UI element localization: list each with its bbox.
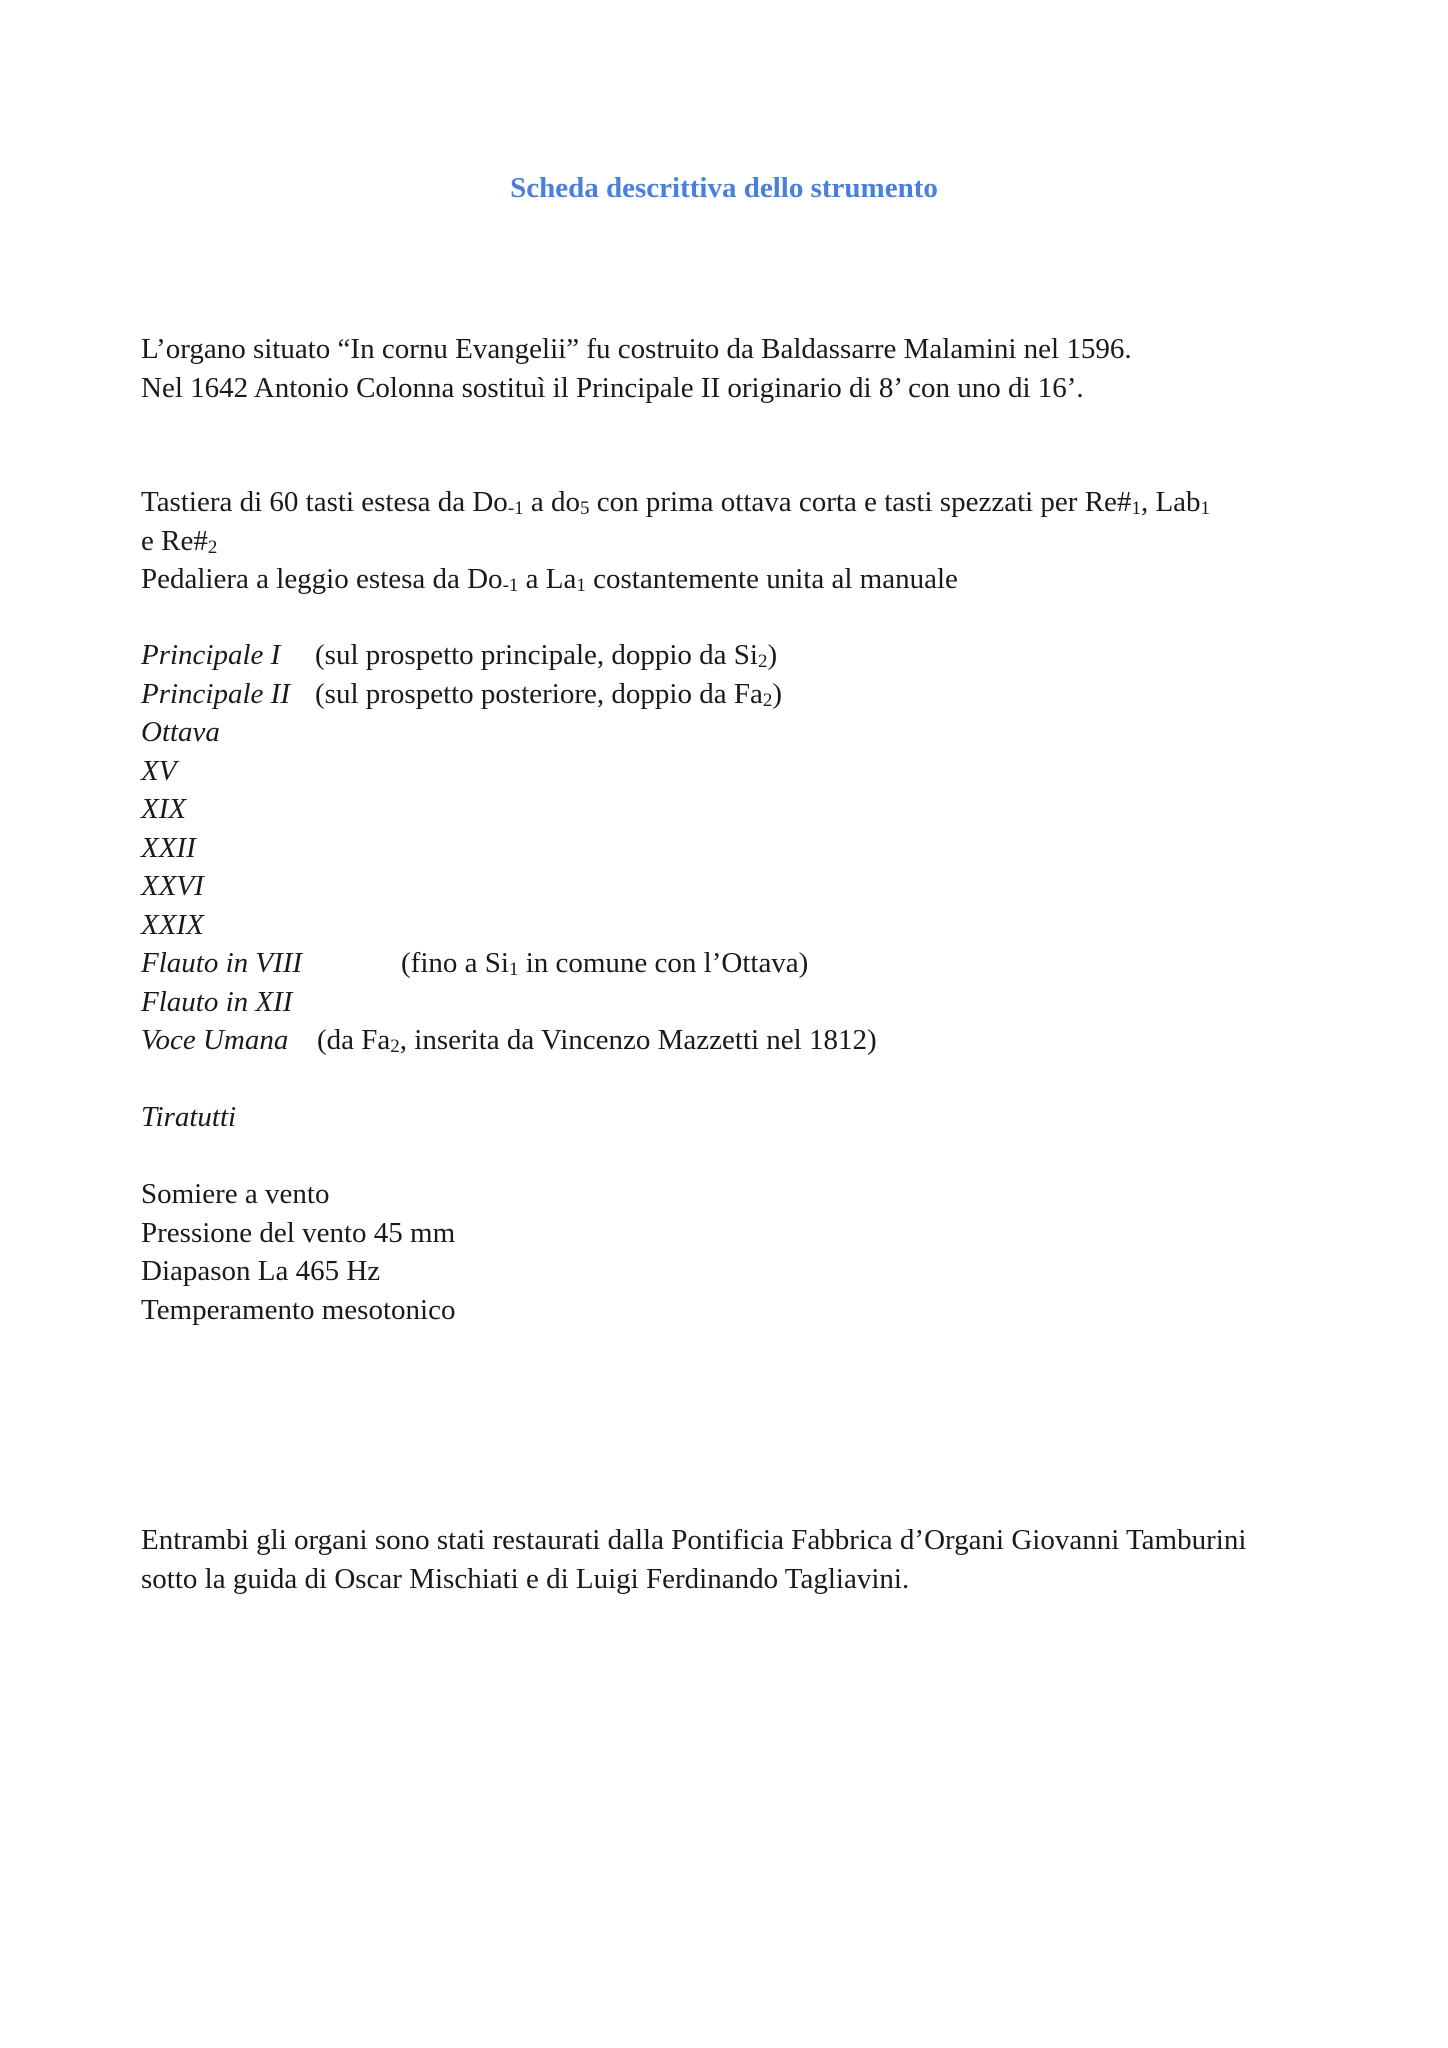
history-paragraph xyxy=(141,330,1411,407)
stop-voce-umana: Voce Umana (da $Fa_2$, inserita da Vincenzo Mazzetti nel 1812) xyxy=(141,1024,877,1057)
stop-principale-i: Principale I (sul prospetto principale, doppio da $Si_2$) xyxy=(141,639,778,672)
restoration-line-1: Entrambi gli organi sono stati restaurati dalla Pontificia Fabbrica d’Organi Giovanni Tamburini xyxy=(141,1524,1247,1556)
stop-xxii: XXII xyxy=(141,831,196,864)
stops-list xyxy=(141,636,1411,1060)
spec-diapason: Diapason La 465 Hz xyxy=(141,1255,381,1287)
keyboard-paragraph xyxy=(141,483,1411,599)
stop-xxix: XXIX xyxy=(141,908,204,941)
stop-xv: XV xyxy=(141,754,177,787)
history-line-2: Nel 1642 Antonio Colonna sostituì il Principale II originario di 8’ con uno di 16’. xyxy=(141,371,1084,404)
tiratutti-section xyxy=(141,1098,1411,1137)
spec-somiere: Somiere a vento xyxy=(141,1178,330,1210)
restoration-line-2: sotto la guida di Oscar Mischiati e di Luigi Ferdinando Tagliavini. xyxy=(141,1562,910,1595)
specs-list xyxy=(141,1175,1411,1329)
keyboard-line-1: Tastiera di 60 tasti estesa da $Do_{-1}$ a $do_5$ con prima ottava corta e tasti spezzati per $Re\#_1$, Lab$_1$ xyxy=(141,486,1211,519)
stop-xxvi: XXVI xyxy=(141,870,204,902)
keyboard-line-2: e $Re\#_2$ xyxy=(141,524,218,558)
history-line-1: L’organo situato “In cornu Evangelii” fu costruito da Baldassarre Malamini nel 1596. xyxy=(141,333,1132,365)
stop-principale-ii: Principale II (sul prospetto posteriore, doppio da $Fa_2$) xyxy=(141,677,782,711)
stop-flauto-viii: Flauto in VIII (fino a $Si_1$ in comune con l’Ottava) xyxy=(141,947,809,980)
page-title: Scheda descrittiva dello strumento xyxy=(510,172,938,204)
spec-pressione: Pressione del vento 45 mm xyxy=(141,1216,456,1249)
pedalboard-line: Pedaliera a leggio estesa da $Do_{-1}$ a $La_1$ costantemente unita al manuale xyxy=(141,563,958,596)
tiratutti-label: Tiratutti xyxy=(141,1101,237,1133)
stop-flauto-xii: Flauto in XII xyxy=(141,985,293,1018)
restoration-paragraph xyxy=(141,1521,1411,1598)
stop-ottava: Ottava xyxy=(141,716,220,748)
stop-xix: XIX xyxy=(141,793,187,825)
spec-temperamento: Temperamento mesotonico xyxy=(141,1293,456,1326)
